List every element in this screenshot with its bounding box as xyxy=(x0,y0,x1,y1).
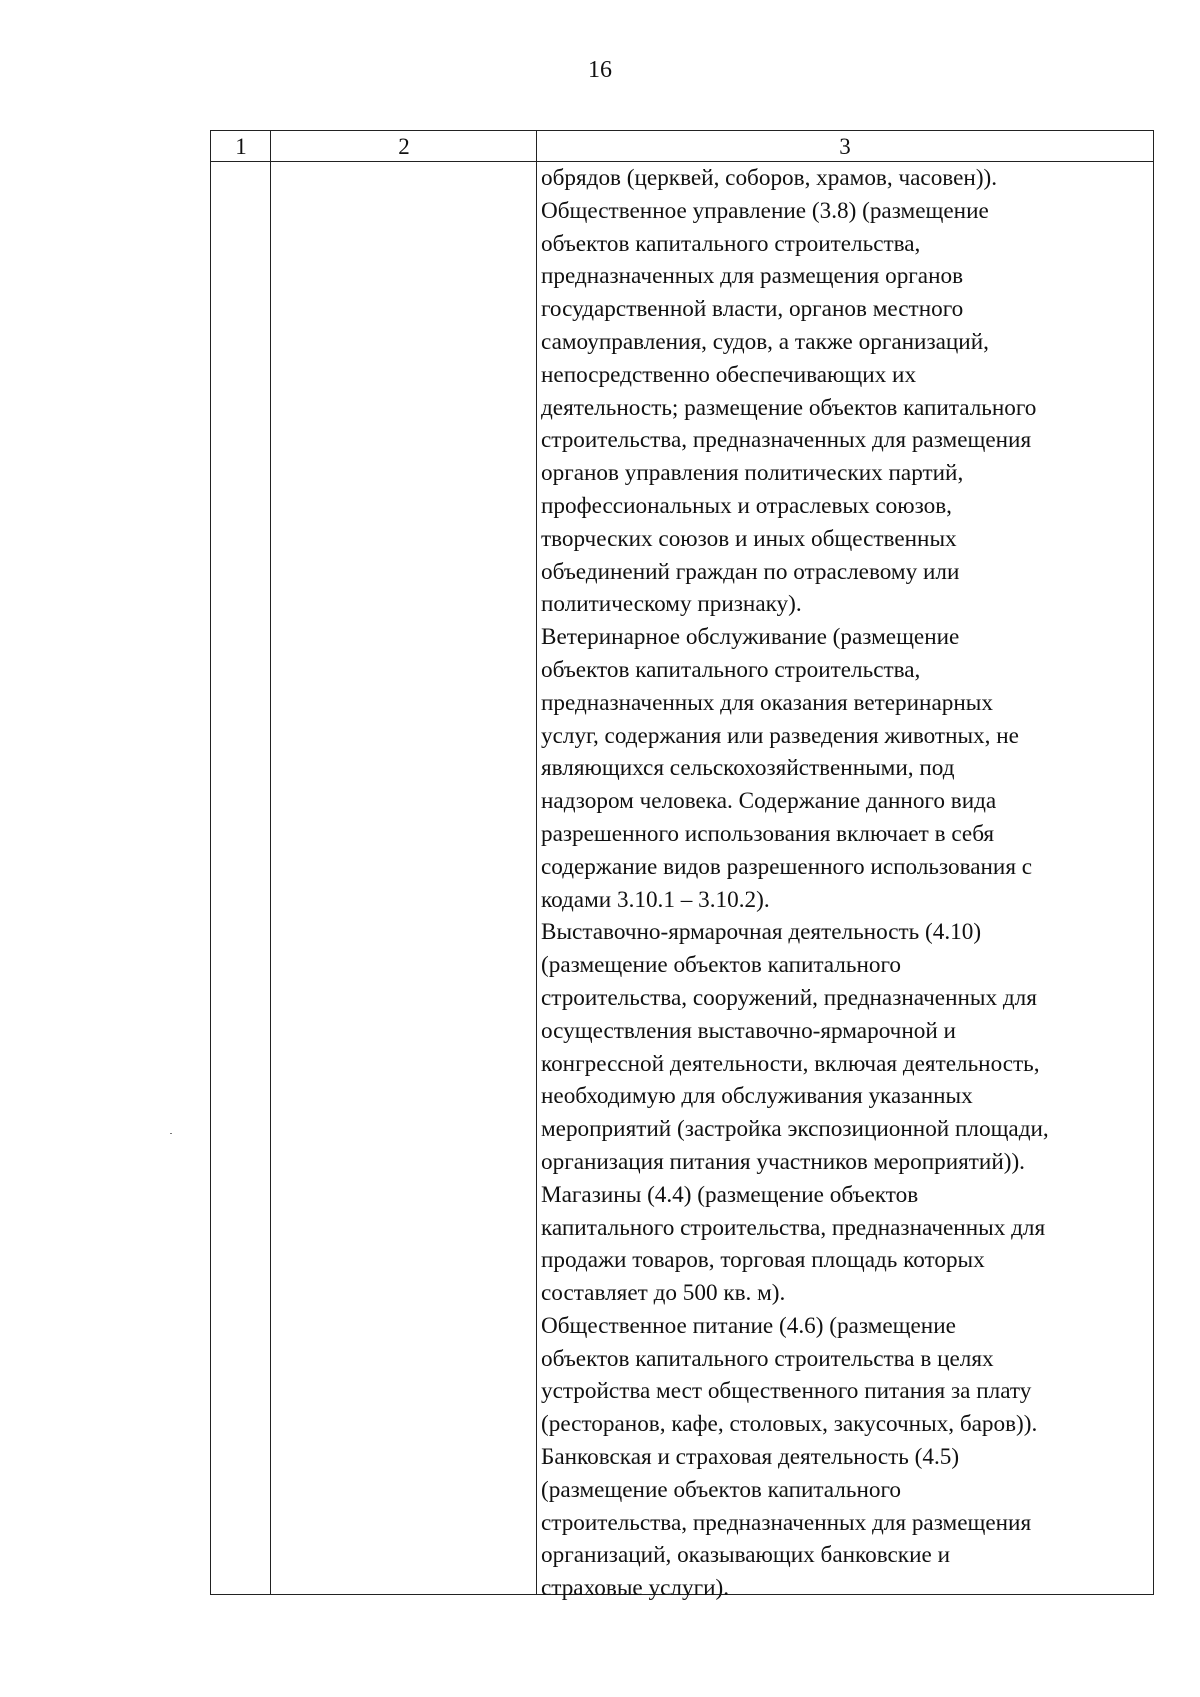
cell-text-line: организаций, оказывающих банковские и xyxy=(541,1542,950,1569)
cell-text-line: предназначенных для размещения органов xyxy=(541,263,964,290)
cell-text-line: строительства, предназначенных для размещения xyxy=(541,1509,1032,1536)
column-divider-2 xyxy=(536,131,537,1594)
cell-text-line: содержание видов разрешенного использования с xyxy=(541,853,1033,880)
scan-speck xyxy=(170,1133,172,1134)
cell-text-line: услуг, содержания или разведения животных, не xyxy=(541,722,1019,749)
cell-text-line: устройства мест общественного питания за плату xyxy=(541,1378,1032,1405)
cell-text-line: предназначенных для оказания ветеринарных xyxy=(541,689,993,716)
cell-text-line: государственной власти, органов местного xyxy=(541,296,964,323)
cell-text-line: необходимую для обслуживания указанных xyxy=(541,1083,973,1110)
cell-text-line: строительства, предназначенных для размещения xyxy=(541,427,1032,454)
header-col-2: 2 xyxy=(398,134,410,159)
table-header-row xyxy=(211,131,1153,162)
cell-text-line: капитального строительства, предназначенных для xyxy=(541,1214,1046,1241)
cell-text-line: (размещение объектов капитального xyxy=(541,1476,901,1503)
cell-text-line: объектов капитального строительства в целях xyxy=(541,1345,994,1372)
cell-text-line: Ветеринарное обслуживание (размещение xyxy=(541,624,960,651)
header-col-1: 1 xyxy=(235,134,247,159)
cell-text-line: надзором человека. Содержание данного вида xyxy=(541,788,997,815)
cell-text-line: осуществления выставочно-ярмарочной и xyxy=(541,1017,956,1044)
cell-text-line: Общественное питание (4.6) (размещение xyxy=(541,1312,956,1339)
cell-text-line: составляет до 500 кв. м). xyxy=(541,1280,786,1307)
cell-text-line: кодами 3.10.1 – 3.10.2). xyxy=(541,886,770,913)
cell-text-line: (размещение объектов капитального xyxy=(541,952,901,979)
cell-text-line: Выставочно-ярмарочная деятельность (4.10) xyxy=(541,919,982,946)
regulation-table xyxy=(210,130,1154,1602)
cell-text-line: самоуправления, судов, а также организаций, xyxy=(541,328,989,355)
cell-text-line: объектов капитального строительства, xyxy=(541,656,921,683)
cell-text-line: организация питания участников мероприятий)). xyxy=(541,1148,1025,1175)
cell-text-line: Банковская и страховая деятельность (4.5) xyxy=(541,1444,960,1471)
cell-text-line: страховые услуги). xyxy=(541,1575,730,1602)
column-3-cell xyxy=(538,162,1153,1605)
cell-text-line: являющихся сельскохозяйственными, под xyxy=(541,755,955,782)
header-col-3: 3 xyxy=(839,134,851,159)
cell-text-line: разрешенного использования включает в себя xyxy=(541,820,995,847)
cell-text-line: профессиональных и отраслевых союзов, xyxy=(541,492,952,519)
cell-text-line: деятельность; размещение объектов капитального xyxy=(541,394,1037,421)
cell-text-line: конгрессной деятельности, включая деятельность, xyxy=(541,1050,1040,1077)
cell-text-line: Магазины (4.4) (размещение объектов xyxy=(541,1181,919,1208)
cell-text-line: объединений граждан по отраслевому или xyxy=(541,558,960,585)
page-number: 16 xyxy=(588,57,612,83)
column-divider-1 xyxy=(270,131,271,1594)
cell-text-line: политическому признаку). xyxy=(541,591,802,618)
cell-text-line: строительства, сооружений, предназначенных для xyxy=(541,984,1037,1011)
cell-text-line: объектов капитального строительства, xyxy=(541,230,921,257)
cell-text-line: (ресторанов, кафе, столовых, закусочных, баров)). xyxy=(541,1411,1038,1438)
cell-text-line: Общественное управление (3.8) (размещение xyxy=(541,197,989,224)
cell-text-line: непосредственно обеспечивающих их xyxy=(541,361,917,388)
cell-text-line: продажи товаров, торговая площадь которых xyxy=(541,1247,985,1274)
cell-text-line: мероприятий (застройка экспозиционной площади, xyxy=(541,1116,1049,1143)
cell-text-line: творческих союзов и иных общественных xyxy=(541,525,957,552)
cell-text-line: обрядов (церквей, соборов, храмов, часовен)). xyxy=(541,165,998,191)
cell-text-line: органов управления политических партий, xyxy=(541,460,964,487)
